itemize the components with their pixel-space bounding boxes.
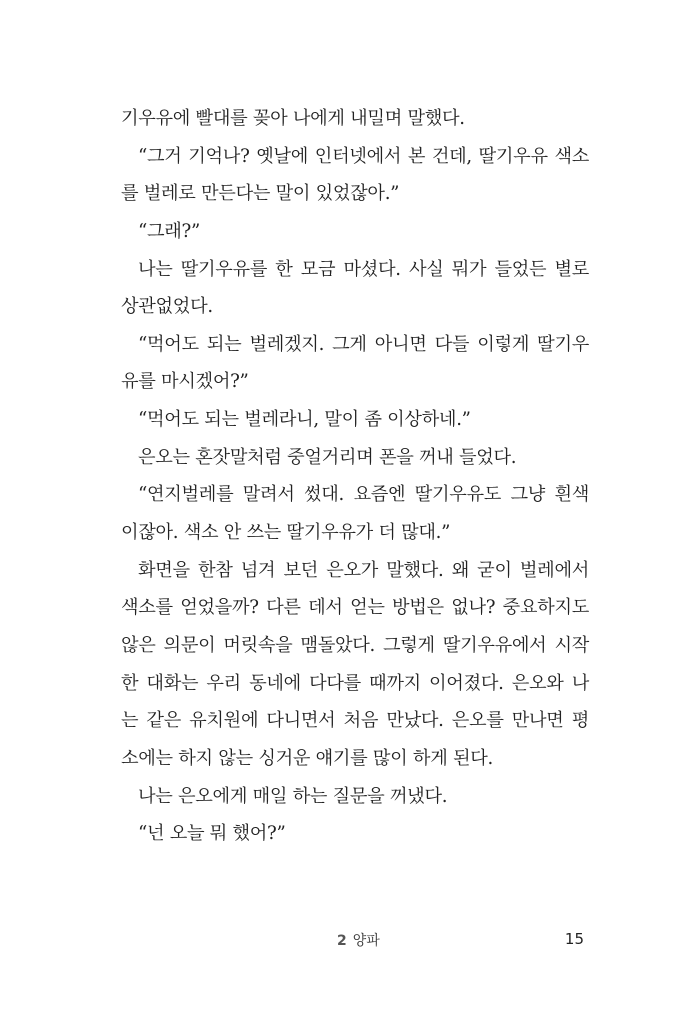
running-chapter-title xyxy=(337,930,380,950)
page-footer xyxy=(0,930,674,954)
chapter-number: 2 xyxy=(337,933,347,949)
text-line: 기우유에 빨대를 꽂아 나에게 내밀며 말했다. xyxy=(121,108,465,129)
text-line: 소에는 하지 않는 싱거운 얘기를 많이 하게 된다. xyxy=(121,747,493,769)
text-line: 한 대화는 우리 동네에 다다를 때까지 이어졌다. 은오와 나 xyxy=(121,672,589,694)
text-line: 유를 마시겠어?” xyxy=(121,371,249,393)
text-line: 은오는 혼잣말처럼 중얼거리며 폰을 꺼내 들었다. xyxy=(138,446,517,468)
text-line: “그래?” xyxy=(138,220,200,242)
text-line: “그거 기억나? 옛날에 인터넷에서 본 건데, 딸기우유 색소 xyxy=(138,145,589,167)
page-body-text xyxy=(121,100,589,853)
text-line: 를 벌레로 만든다는 말이 있었잖아.” xyxy=(121,183,400,205)
text-line: 이잖아. 색소 안 쓰는 딸기우유가 더 많대.” xyxy=(121,522,451,544)
text-line: 나는 은오에게 매일 하는 질문을 꺼냈다. xyxy=(138,785,448,807)
text-line: 색소를 얻었을까? 다른 데서 얻는 방법은 없나? 중요하지도 xyxy=(121,597,589,619)
chapter-title: 양파 xyxy=(352,933,380,949)
text-line: “연지벌레를 말려서 썼대. 요즘엔 딸기우유도 그냥 흰색 xyxy=(138,484,589,506)
text-line: 는 같은 유치원에 다니면서 처음 만났다. 은오를 만나면 평 xyxy=(121,710,589,732)
text-line: “먹어도 되는 벌레라니, 말이 좀 이상하네.” xyxy=(138,409,471,431)
text-line: “넌 오늘 뭐 했어?” xyxy=(138,823,286,845)
text-line: 화면을 한참 넘겨 보던 은오가 말했다. 왜 굳이 벌레에서 xyxy=(138,559,589,581)
text-line: 않은 의문이 머릿속을 맴돌았다. 그렇게 딸기우유에서 시작 xyxy=(121,634,589,656)
page-number: 15 xyxy=(564,930,584,948)
text-line: 나는 딸기우유를 한 모금 마셨다. 사실 뭐가 들었든 별로 xyxy=(138,258,589,280)
text-line: “먹어도 되는 벌레겠지. 그게 아니면 다들 이렇게 딸기우 xyxy=(138,333,589,355)
text-line: 상관없었다. xyxy=(121,296,213,318)
